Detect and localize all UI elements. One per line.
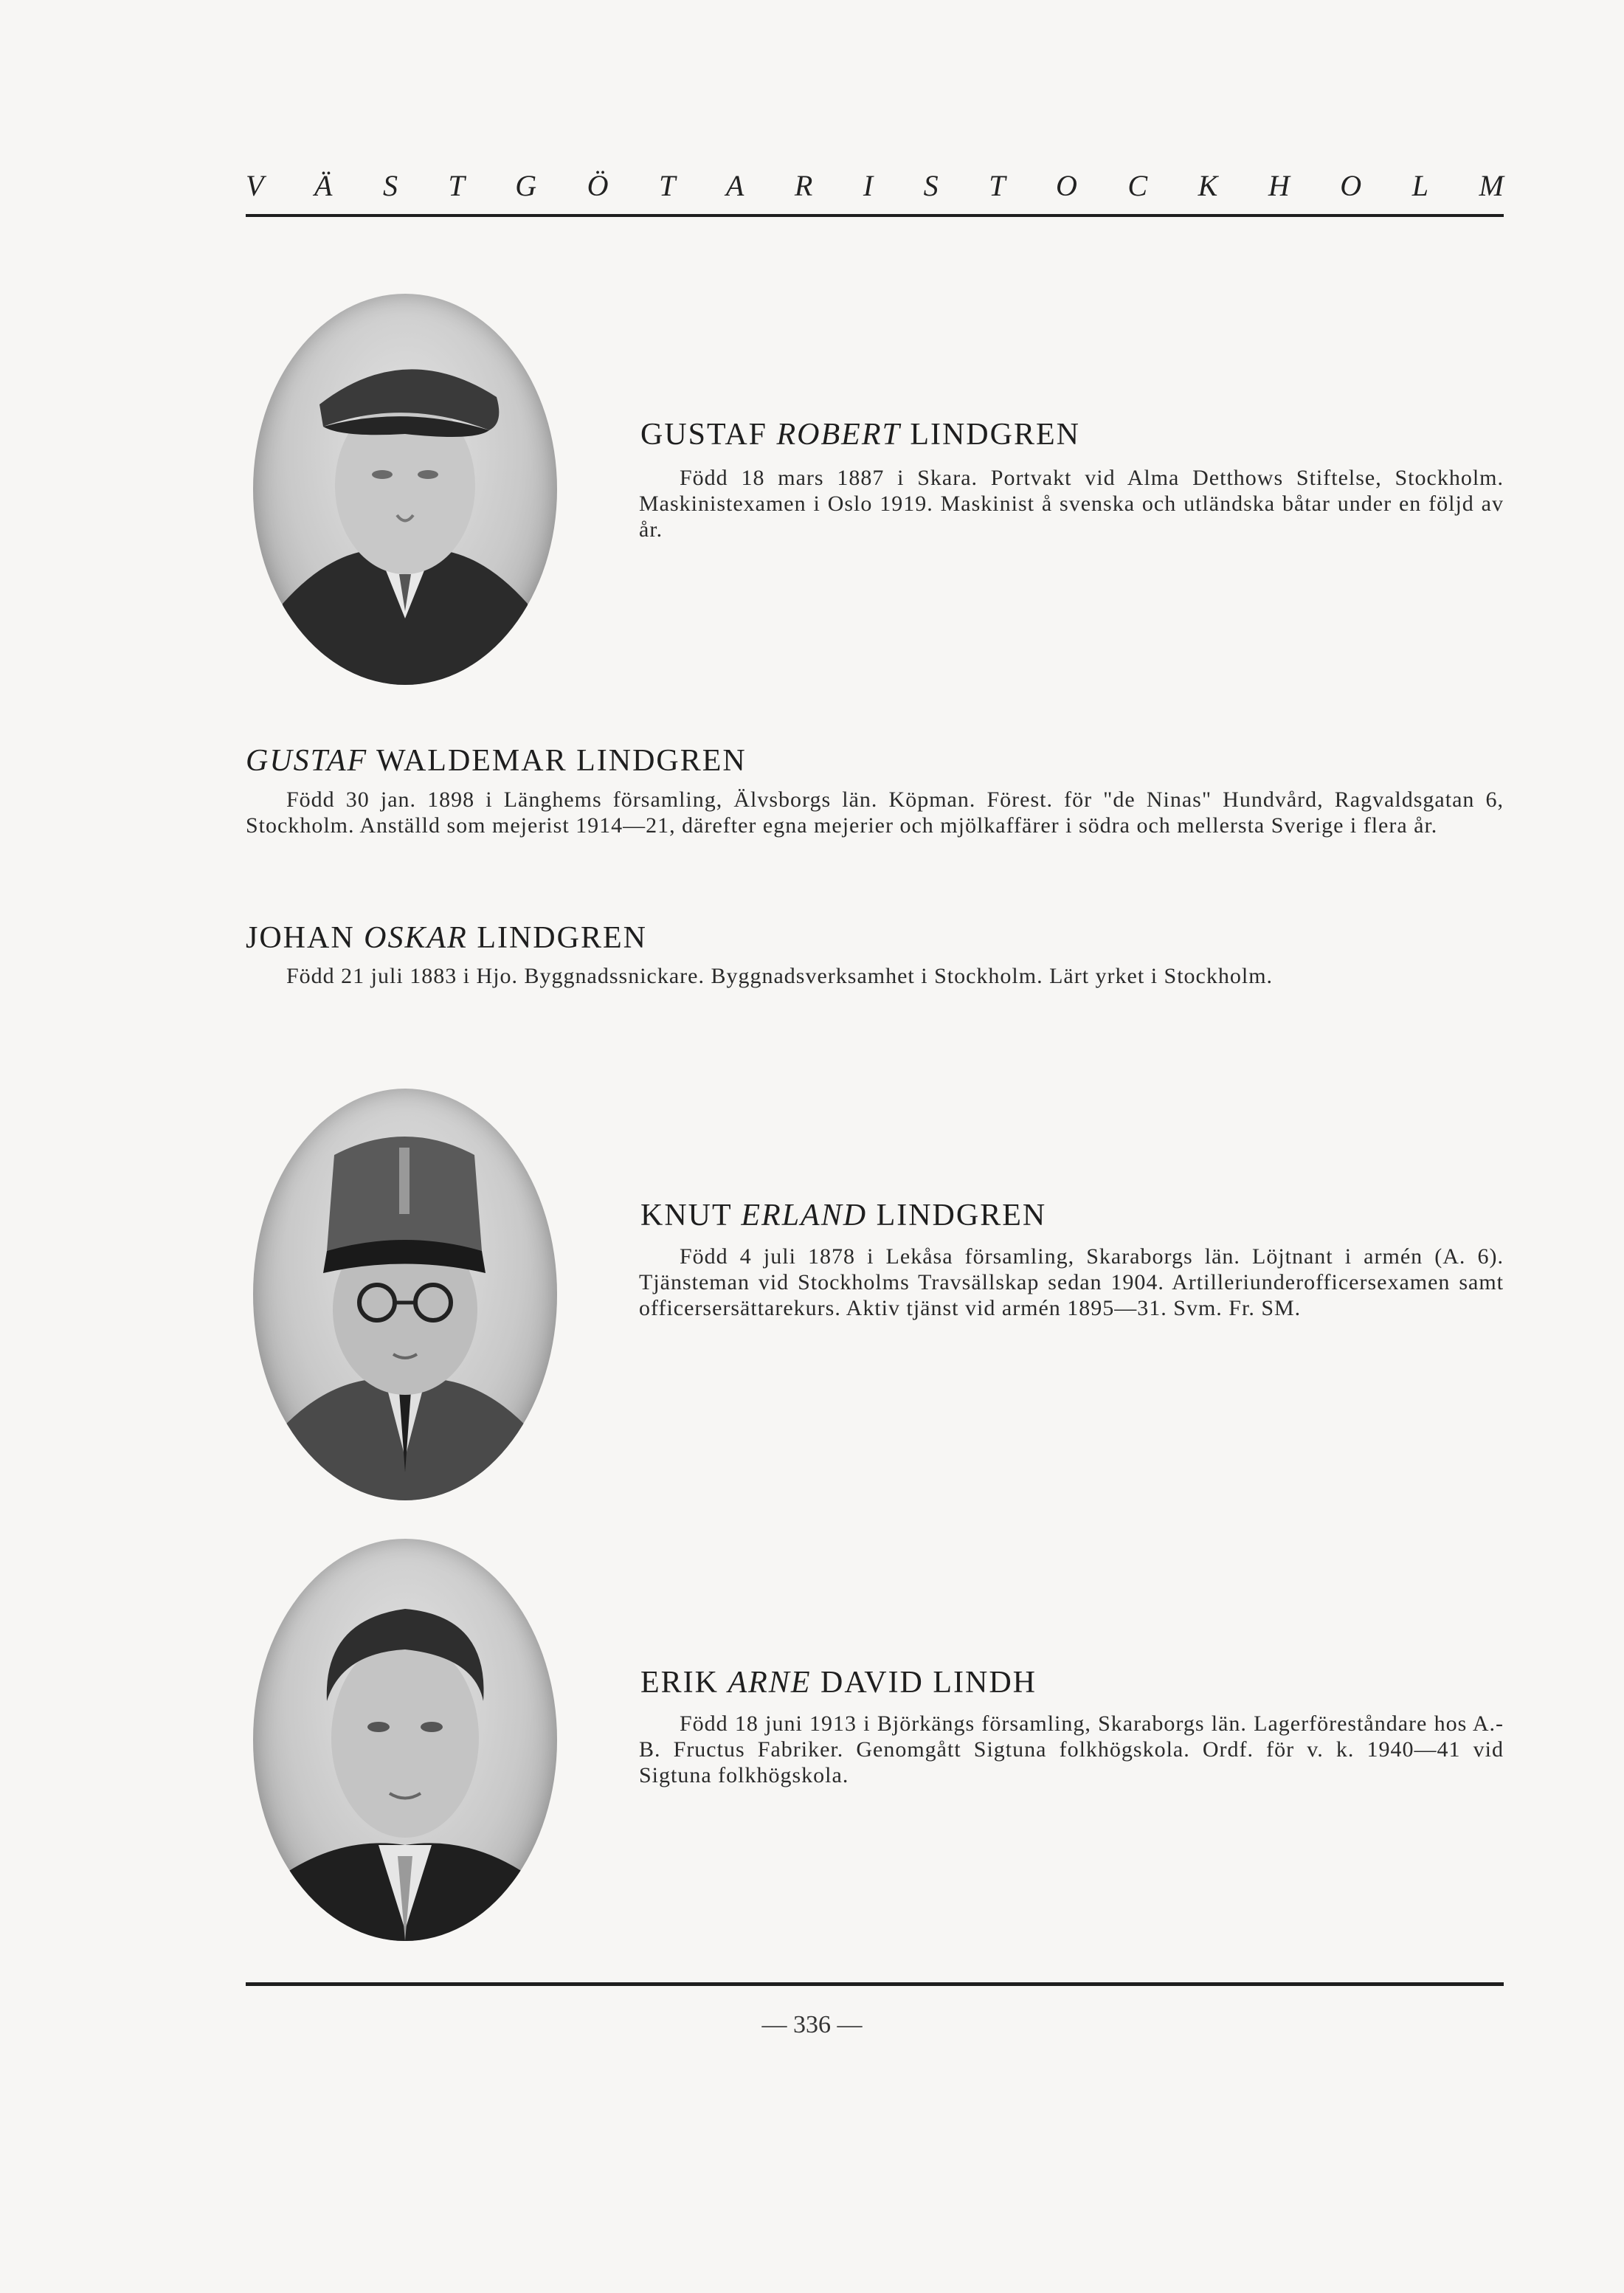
portrait-photo [253, 1089, 557, 1500]
entry-biography: Född 18 mars 1887 i Skara. Portvakt vid Alma Detthows Stiftelse, Stockholm. Maskinistexamen i Oslo 1919. Maskinist å svenska och utländska båtar under en följd av år. [639, 466, 1504, 542]
running-header-letter: O [1055, 169, 1077, 202]
running-header-letter: H [1268, 169, 1290, 202]
entry-name: GUSTAF WALDEMAR LINDGREN [246, 744, 747, 778]
running-header-letter: K [1198, 169, 1218, 202]
running-header-letter: L [1412, 169, 1428, 202]
portrait-photo [253, 294, 557, 685]
running-header-letter: T [448, 169, 465, 202]
entry-biography: Född 4 juli 1878 i Lekåsa församling, Skaraborgs län. Löjtnant i armén (A. 6). Tjänsteman vid Stockholms Travsällskap sedan 1904. Artilleriunderofficersexamen samt officersersättarekurs. Aktiv tjänst vid armén 1895—31. Svm. Fr. SM. [639, 1244, 1504, 1320]
running-header-letter: A [725, 169, 744, 202]
running-header-letter: C [1127, 169, 1148, 202]
entry-name: KNUT ERLAND LINDGREN [640, 1199, 1047, 1232]
running-header-letter: O [1340, 169, 1362, 202]
running-header-letter: M [1479, 169, 1504, 202]
running-header-letter: S [382, 169, 398, 202]
running-header-letter: Ä [314, 169, 333, 202]
running-header-letter: G [515, 169, 537, 202]
entry-name: GUSTAF ROBERT LINDGREN [640, 418, 1080, 452]
running-header-letter: Ö [587, 169, 609, 202]
footer-rule [246, 1982, 1504, 1986]
running-header-letter: S [923, 169, 939, 202]
running-header-letter: T [989, 169, 1006, 202]
portrait-photo [253, 1539, 557, 1941]
running-header-letter: I [863, 169, 874, 202]
running-header-letter: T [659, 169, 676, 202]
entry-biography: Född 30 jan. 1898 i Länghems församling, Älvsborgs län. Köpman. Förest. för "de Ninas" Hundvård, Ragvaldsgatan 6, Stockholm. Anställd som mejerist 1914—21, därefter egna mejerier och mjölkaffärer i södra och mellersta Sverige i flera år. [246, 787, 1504, 838]
running-header-letter: R [794, 169, 813, 202]
running-header [246, 168, 1504, 203]
entry-biography: Född 18 juni 1913 i Björkängs församling, Skaraborgs län. Lagerföreståndare hos A.-B. Fructus Fabriker. Genomgått Sigtuna folkhögskola. Ordf. för v. k. 1940—41 vid Sigtuna folkhögskola. [639, 1711, 1504, 1787]
page-number: — 336 — [761, 2011, 863, 2038]
entry-biography: Född 21 juli 1883 i Hjo. Byggnadssnickare. Byggnadsverksamhet i Stockholm. Lärt yrket i Stockholm. [286, 964, 1274, 988]
entry-name: ERIK ARNE DAVID LINDH [640, 1666, 1037, 1700]
entry-name: JOHAN OSKAR LINDGREN [246, 921, 647, 955]
header-rule [246, 214, 1504, 217]
running-header-letter: V [246, 169, 264, 202]
